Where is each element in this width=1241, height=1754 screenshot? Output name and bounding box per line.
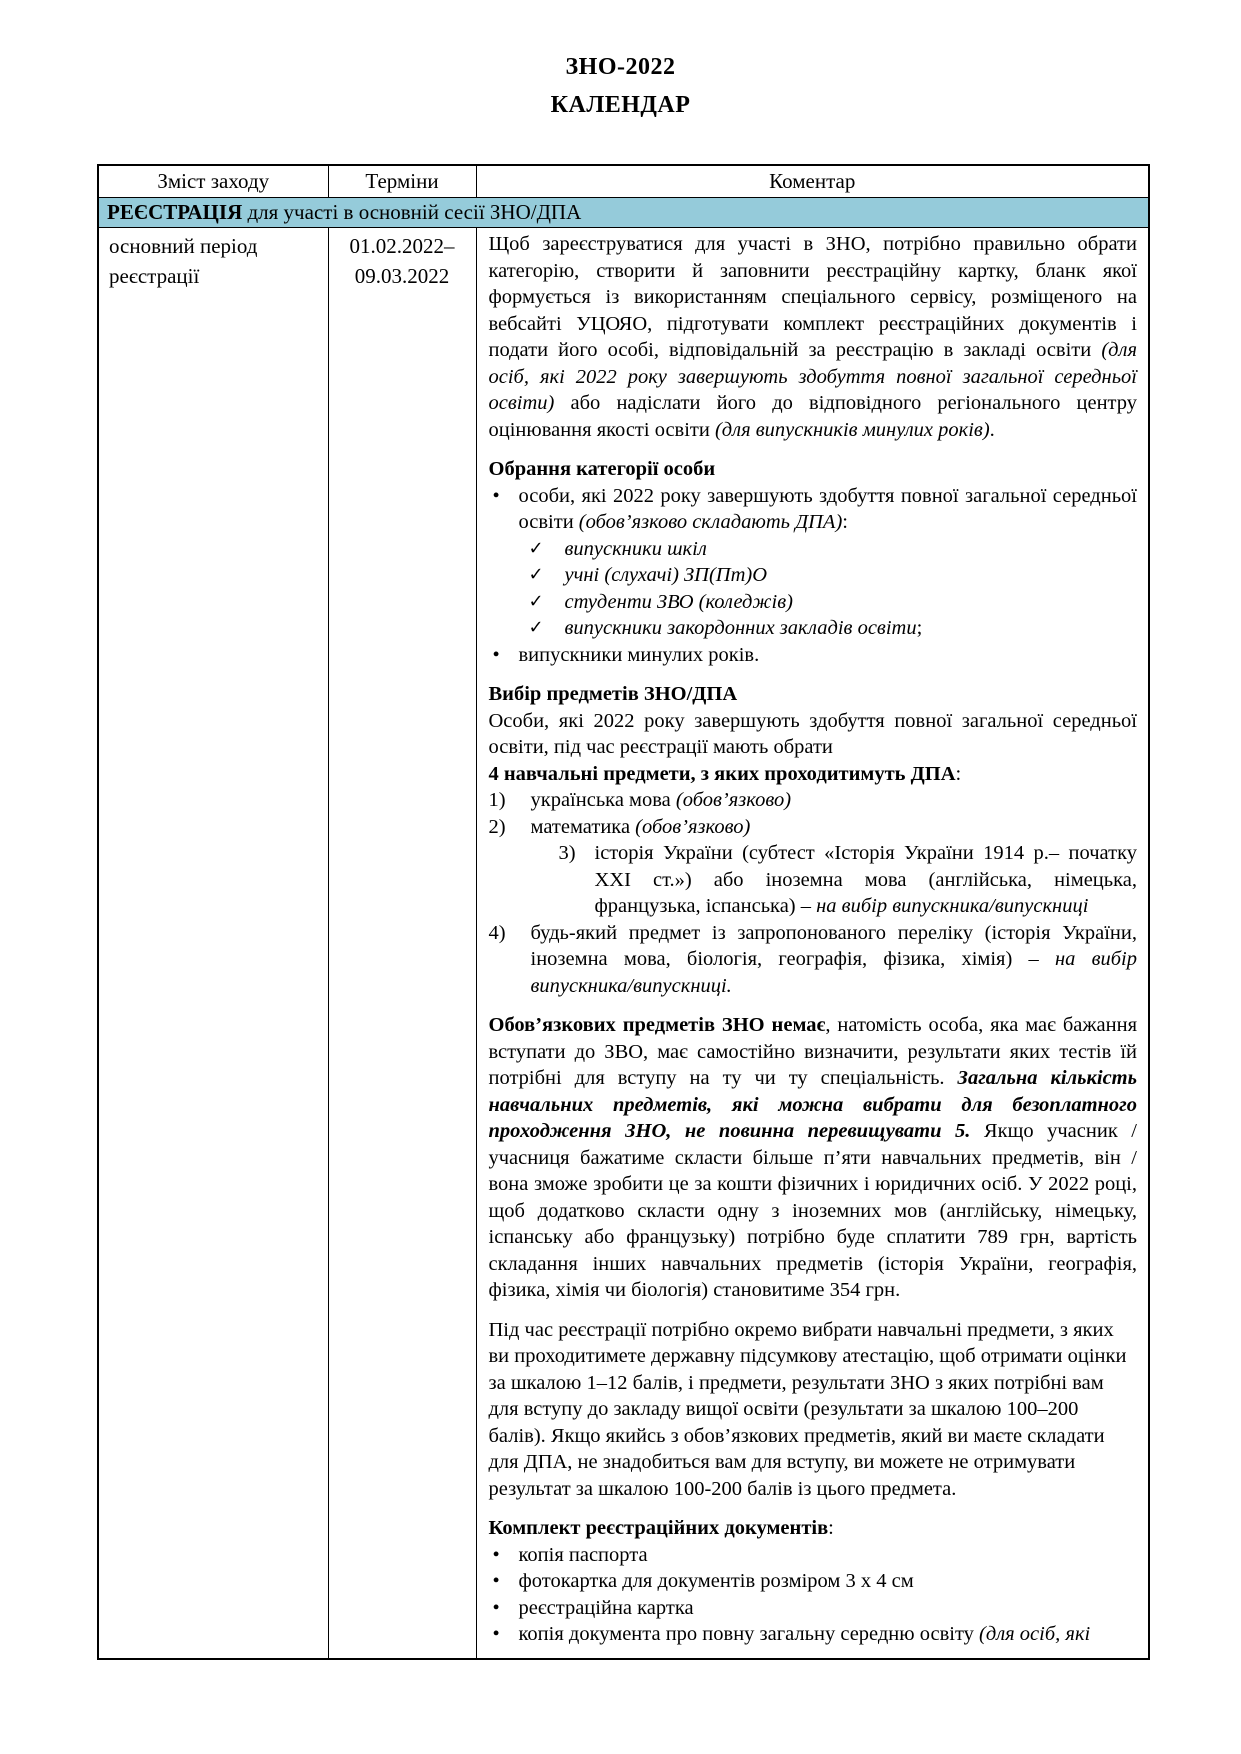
numbered-item-marker: 2): [488, 815, 506, 838]
comment-h: Обрання категорії особи: [488, 458, 716, 480]
date-range-start: 01.02.2022–: [349, 234, 455, 258]
numbered-item: [489, 840, 1138, 920]
bullet-icon: •: [492, 484, 500, 507]
comment-h: Комплект реєстраційних документів:: [488, 1517, 834, 1539]
bullet-item: [489, 1621, 1138, 1648]
bullet-item: [489, 1568, 1138, 1595]
dates-cell: [328, 228, 476, 1659]
section-header-cell: [98, 198, 1149, 228]
check-item: [489, 589, 1138, 616]
numbered-item-text: будь-який предмет із запропонованого переліку (історія України, іноземна мова, біологія, географія, фізика, хімія) – на вибір випускника/випускниці.: [530, 921, 1137, 997]
bullet-item-text: особи, які 2022 року завершують здобуття повної загальної середньої освіти (обов’язково складають ДПА):: [518, 484, 1137, 533]
numbered-item-marker: 1): [488, 789, 506, 811]
comment-p: Особи, які 2022 року завершують здобуття повної загальної середньої освіти, під час реєстрації мають обрати 4 навчальні предмети, з яких проходитимуть ДПА:: [488, 709, 1137, 785]
bullet-item-text: випускники минулих років.: [518, 643, 760, 666]
comment-numbered: [489, 787, 1138, 999]
check-icon: ✓: [528, 617, 544, 638]
bullet-icon: •: [492, 1623, 500, 1645]
column-header-activity: Зміст заходу: [98, 165, 328, 198]
section-header-bold: РЕЄСТРАЦІЯ: [107, 200, 243, 224]
column-header-dates: Терміни: [328, 165, 476, 198]
bullet-item-text: реєстраційна картка: [518, 1596, 694, 1619]
bullet-icon: •: [492, 1543, 500, 1566]
comment-bullets: [489, 1542, 1138, 1648]
numbered-item: [489, 920, 1138, 1000]
bullet-item: [489, 642, 1138, 669]
section-row: [98, 198, 1149, 228]
comment-h: Вибір предметів ЗНО/ДПА: [488, 683, 738, 705]
bullet-item: [489, 1542, 1138, 1569]
numbered-item-text: математика (обов’язково): [530, 815, 751, 838]
check-item: [489, 615, 1138, 642]
comment-p: Під час реєстрації потрібно окремо вибрати навчальні предмети, з яких ви проходитимете державну підсумкову атестацію, щоб отримати оцінки за шкалою 1–12 балів, і предмети, результати ЗНО з яких потрібні вам для вступу до закладу вищої освіти (результати за шкалою 100–200 балів). Якщо якийсь з обов’язкових предметів, який ви маєте складати для ДПА, не знадобиться вам для вступу, ви можете не отримувати результат за шкалою 100-200 балів із цього предмета.: [488, 1318, 1127, 1500]
bullet-item-text: копія паспорта: [518, 1543, 648, 1566]
numbered-item-marker: 3): [558, 842, 576, 864]
content-row: [98, 228, 1149, 1659]
activity-cell: основний період реєстрації: [98, 228, 328, 1659]
check-icon: ✓: [528, 590, 544, 612]
check-item: [489, 562, 1138, 589]
document-title: [0, 0, 1241, 121]
bullet-icon: •: [492, 643, 500, 666]
header-row: [98, 165, 1149, 198]
comment-p: Обов’язкових предметів ЗНО немає, натомість особа, яка має бажання вступати до ЗВО, має самостійно визначити, результати яких тестів їй потрібні для вступу на ту чи ту спеціальність. Загальна кількість навчальних предметів, які можна вибрати для безоплатного проходження ЗНО, не повинна перевищувати 5. Якщо учасник / учасниця бажатиме скласти більше п’яти навчальних предметів, він / вона зможе зробити це за кошти фізичних і юридичних осіб. У 2022 році, щоб додатково скласти одну з іноземних мов (англійську, німецьку, іспанську або французьку) потрібно буде сплатити 789 грн, вартість складання інших навчальних предметів (історія України, географія, фізика, хімія чи біологія) становитиме 354 грн.: [488, 1014, 1138, 1301]
bullet-item: [489, 1595, 1138, 1622]
numbered-item: [489, 787, 1138, 814]
check-icon: ✓: [528, 537, 544, 559]
column-header-comment: Коментар: [476, 165, 1149, 198]
check-item: [489, 536, 1138, 563]
title-line-1: ЗНО-2022: [565, 54, 676, 80]
date-range-end: 09.03.2022: [354, 264, 450, 288]
comment-p: Щоб зареєструватися для участі в ЗНО, потрібно правильно обрати категорію, створити й заповнити реєстраційну картку, бланк якої формується із використанням спеціального сервісу, розміщеного на вебсайті УЦОЯО, підготувати комплект реєстраційних документів і подати його особі, відповідальній за реєстрацію в закладі освіти (для осіб, які 2022 року завершують здобуття повної загальної середньої освіти) або надіслати його до відповідного регіонального центру оцінювання якості освіти (для випускників минулих років).: [488, 233, 1137, 441]
numbered-item-marker: 4): [488, 921, 506, 944]
bullet-item: [489, 483, 1138, 536]
check-item-text: випускники закордонних закладів освіти;: [564, 617, 923, 639]
numbered-item-text: українська мова (обов’язково): [530, 789, 792, 811]
check-item-text: учні (слухачі) ЗП(Пт)О: [564, 564, 768, 586]
numbered-item-text: історія України (субтест «Історія України 1914 р.– початку XXI ст.») або іноземна мова (англійська, німецька, французька, іспанська) – на вибір випускника/випускниці: [594, 842, 1137, 917]
bullet-item-text: копія документа про повну загальну середню освіту (для осіб, які: [518, 1623, 1091, 1645]
numbered-item: [489, 814, 1138, 841]
calendar-table: [97, 164, 1150, 1660]
bullet-icon: •: [492, 1596, 500, 1619]
check-item-text: випускники шкіл: [564, 537, 707, 560]
comment-bullets: [489, 483, 1138, 669]
comment-cell: [476, 228, 1149, 1659]
title-line-2: КАЛЕНДАР: [550, 92, 691, 118]
bullet-item-text: фотокартка для документів розміром 3 х 4 см: [518, 1570, 914, 1592]
section-header-rest: для участі в основній сесії ЗНО/ДПА: [242, 200, 582, 224]
check-icon: ✓: [528, 564, 544, 585]
check-item-text: студенти ЗВО (коледжів): [564, 590, 793, 613]
bullet-icon: •: [492, 1570, 500, 1592]
